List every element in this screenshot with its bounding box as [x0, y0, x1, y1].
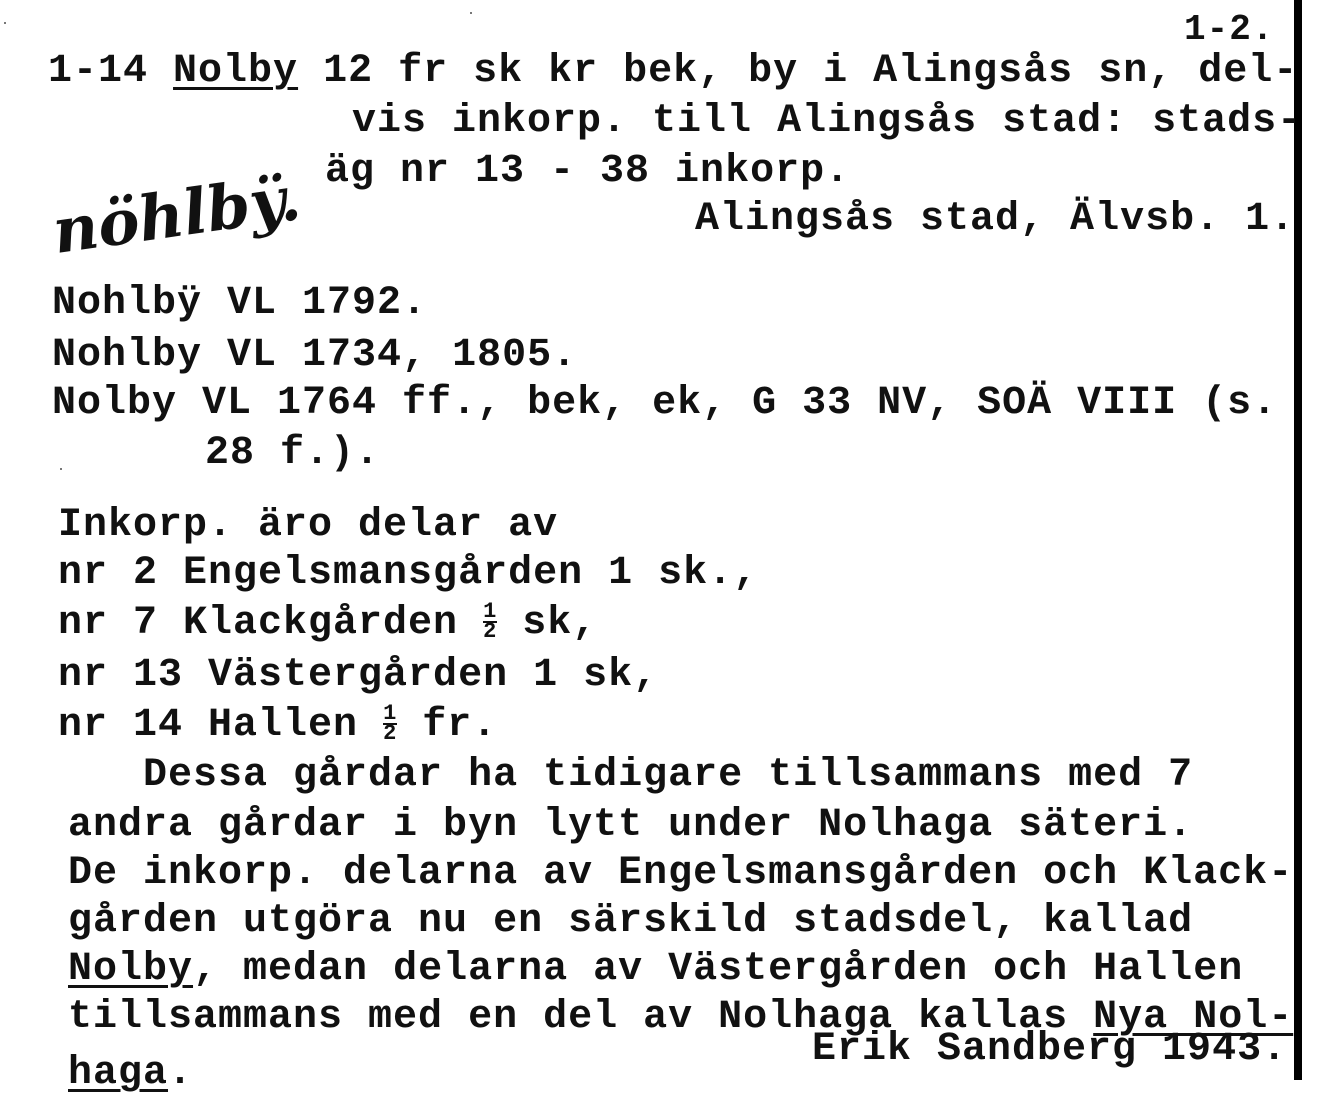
district-name: Nolby	[68, 947, 194, 992]
form-line: Nohlby VL 1734, 1805.	[52, 333, 578, 378]
form-line: Nohlbÿ VL 1792.	[52, 281, 428, 326]
form-line: 28 f.).	[205, 431, 381, 476]
header-line-3: äg nr 13 - 38 inkorp.	[325, 149, 851, 194]
paragraph-line: Dessa gårdar ha tidigare tillsammans med 7	[68, 753, 1194, 798]
farm-text: nr 7 Klackgården	[58, 601, 484, 646]
header-line-1	[48, 50, 1298, 94]
paragraph-line: Nolby, medan delarna av Västergården och Hallen	[68, 947, 1244, 992]
farm-unit: sk,	[497, 601, 598, 646]
form-line: Nolby VL 1764 ff., bek, ek, G 33 NV, SOÄ VIII (s.	[52, 381, 1278, 426]
half-fraction: $\frac{1}{2}$	[483, 599, 498, 645]
half-fraction: $\frac{1}{2}$	[383, 701, 398, 747]
farm-line: nr 13 Västergården 1 sk,	[58, 653, 659, 698]
farm-line	[58, 599, 598, 646]
inkorp-heading: Inkorp. äro delar av	[58, 503, 559, 548]
corner-number: 1-2.	[1184, 9, 1275, 50]
paragraph-line: De inkorp. delarna av Engelsmansgården och Klack-	[68, 851, 1294, 896]
speck	[4, 22, 6, 24]
paragraph-line: haga.	[68, 1051, 194, 1096]
speck	[60, 468, 62, 470]
farm-text: nr 14 Hallen	[58, 703, 384, 748]
farm-line: nr 2 Engelsmansgården 1 sk.,	[58, 551, 759, 596]
speck	[470, 12, 472, 14]
parish-line: Alingsås stad, Älvsb. 1.	[695, 197, 1296, 242]
paragraph-line: tillsammans med en del av Nolhaga kallas Nya Nol-	[68, 995, 1294, 1040]
farm-unit: fr.	[397, 703, 498, 748]
handwritten-pronunciation: nöhlbÿ.	[48, 161, 305, 268]
line-post: 12 fr sk kr bek, by i Alingsås sn, del-	[298, 49, 1299, 94]
right-edge-rule	[1294, 0, 1302, 1080]
signature: Erik Sandberg 1943.	[812, 1027, 1288, 1072]
line-pre: 1-14	[48, 49, 174, 94]
paragraph-line: andra gårdar i byn lytt under Nolhaga säteri.	[68, 803, 1194, 848]
header-line-2: vis inkorp. till Alingsås stad: stads-	[352, 99, 1303, 144]
district-name-2: Nya Nol-	[1093, 995, 1294, 1040]
paragraph-line: gården utgöra nu en särskild stadsdel, kallad	[68, 899, 1194, 944]
farm-line	[58, 701, 498, 748]
headword: Nolby	[173, 49, 299, 94]
